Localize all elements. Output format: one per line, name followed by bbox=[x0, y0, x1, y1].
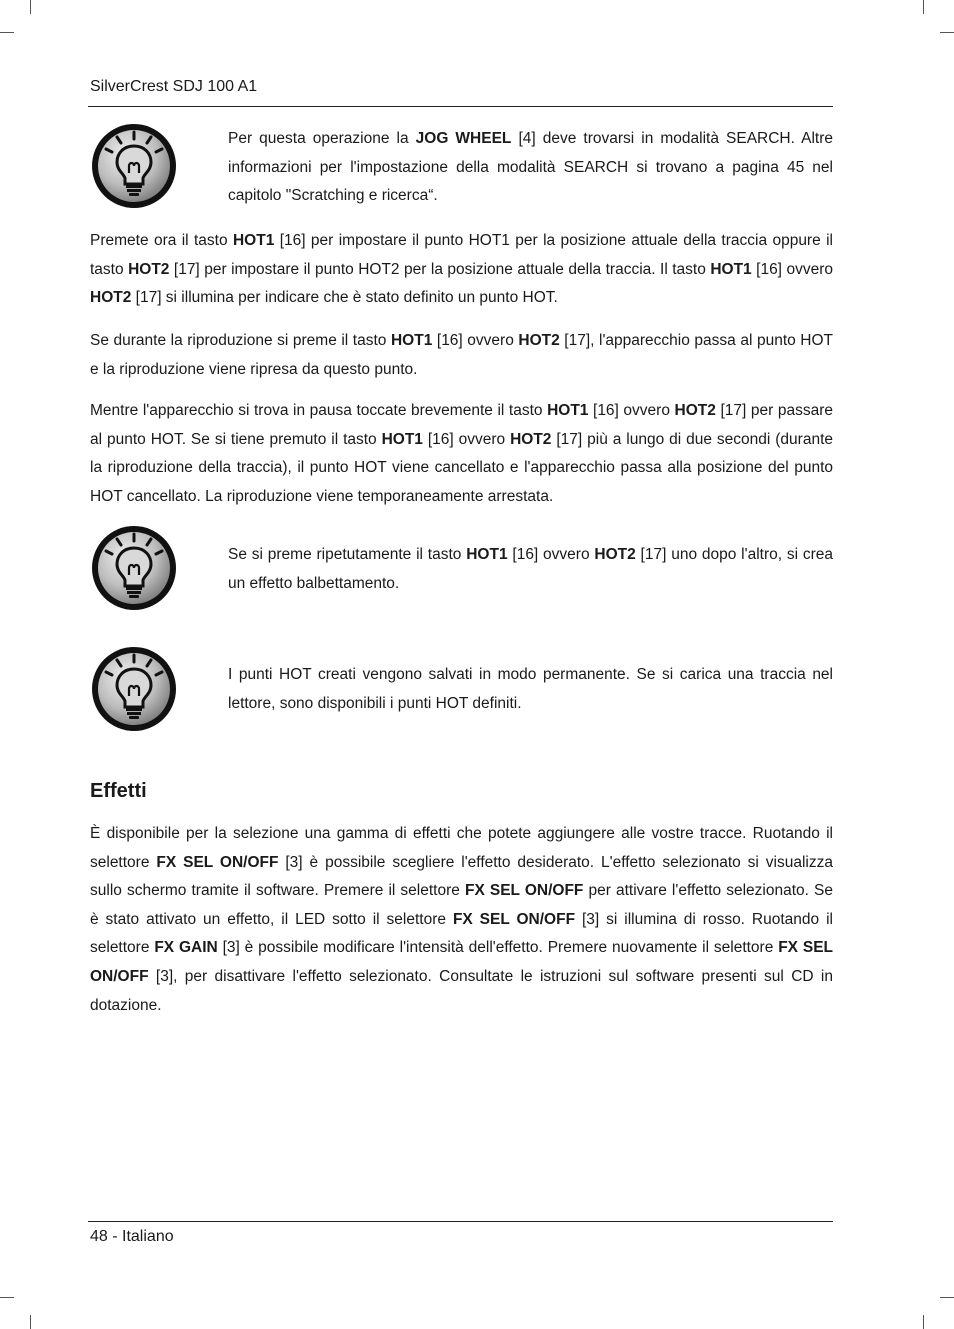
text-run: [17] per impostare il punto HOT2 per la posizione attuale della traccia. Il tasto bbox=[169, 260, 711, 278]
text-run: [16] ovvero bbox=[751, 260, 833, 278]
text-run: Per questa operazione la bbox=[228, 130, 416, 147]
bold-term: HOT2 bbox=[90, 289, 132, 307]
text-run: [17], l'apparecchio passa al punto HOT e la riproduzione viene ripresa da questo punto. bbox=[90, 332, 834, 378]
lightbulb-icon bbox=[90, 122, 178, 210]
paragraph-hot-set bbox=[90, 227, 833, 313]
section-heading: Effetti bbox=[90, 780, 147, 802]
text-run: [3] si illumina di rosso. Ruotando il selettore bbox=[90, 910, 833, 957]
text-run: [17] più a lungo di due secondi (durante la riproduzione della traccia), il punto HOT viene cancellato e l'apparecchio passa alla posizione del punto HOT cancellato. La riproduzione viene temporaneamente arrestata. bbox=[90, 430, 833, 505]
text-run: [16] ovvero bbox=[588, 402, 675, 419]
crop-mark bbox=[940, 1297, 954, 1298]
bold-term: HOT1 bbox=[466, 546, 508, 563]
text-run: [3], per disattivare l'effetto selezionato. Consultate le istruzioni sul software presenti sul CD in dotazione. bbox=[90, 967, 833, 1014]
bold-term: HOT2 bbox=[518, 332, 560, 349]
bold-term: HOT2 bbox=[594, 546, 636, 563]
bold-term: HOT1 bbox=[381, 430, 423, 448]
crop-mark bbox=[30, 1315, 31, 1329]
crop-mark bbox=[30, 0, 31, 14]
text-run: [3] è possibile modificare l'intensità dell'effetto. Premere nuovamente il selettore bbox=[217, 939, 779, 957]
text-run: [17] si illumina per indicare che è stato definito un punto HOT. bbox=[131, 289, 558, 307]
bold-term: FX SEL ON/OFF bbox=[90, 939, 834, 985]
page-footer: 48 - Italiano bbox=[90, 1228, 174, 1245]
bold-term: HOT2 bbox=[128, 260, 170, 278]
text-run: [3] è possibile scegliere l'effetto desiderato. L'effetto selezionato si visualizza sullo schermo tramite il software. Premere il selettore bbox=[90, 853, 833, 900]
text-run: Mentre l'apparecchio si trova in pausa toccate brevemente il tasto bbox=[90, 402, 548, 419]
bold-term: FX SEL ON/OFF bbox=[464, 882, 584, 900]
bold-term: JOG WHEEL bbox=[415, 130, 512, 147]
tip-text bbox=[228, 125, 833, 211]
bold-term: HOT2 bbox=[510, 430, 552, 448]
bold-term: HOT2 bbox=[674, 402, 716, 419]
tip-text bbox=[228, 661, 833, 718]
bold-term: HOT1 bbox=[710, 260, 752, 278]
text-run: [4] deve trovarsi in modalità SEARCH. Altre informazioni per l'impostazione della modalità SEARCH si trovano a pagina 45 nel capitolo "Scratching e ricerca“. bbox=[228, 130, 833, 205]
text-run: [16] ovvero bbox=[422, 430, 511, 448]
text-run: Se si preme ripetutamente il tasto bbox=[228, 546, 467, 563]
bold-term: FX GAIN bbox=[154, 939, 218, 957]
bold-term: FX SEL ON/OFF bbox=[156, 853, 279, 871]
crop-mark bbox=[0, 32, 14, 33]
text-run: Premete ora il tasto bbox=[90, 232, 233, 249]
crop-mark bbox=[923, 0, 924, 14]
crop-mark bbox=[923, 1315, 924, 1329]
text-run: per attivare l'effetto selezionato. Se è stato attivato un effetto, il LED sotto il selettore bbox=[90, 882, 833, 928]
paragraph-effects bbox=[90, 820, 833, 1020]
text-run: [16] ovvero bbox=[507, 546, 595, 563]
crop-mark bbox=[0, 1297, 14, 1298]
text-run: Se durante la riproduzione si preme il tasto bbox=[90, 332, 391, 349]
text-run: [17] per passare al punto HOT. Se si tiene premuto il tasto bbox=[90, 402, 834, 448]
bold-term: HOT1 bbox=[547, 402, 589, 419]
text-run: [16] ovvero bbox=[432, 332, 519, 349]
lightbulb-icon bbox=[90, 524, 178, 612]
tip-text bbox=[228, 541, 833, 598]
page-header: SilverCrest SDJ 100 A1 bbox=[90, 78, 258, 95]
text-run: [16] per impostare il punto HOT1 per la posizione attuale della traccia oppure il tasto bbox=[90, 232, 833, 278]
bold-term: HOT1 bbox=[390, 332, 433, 349]
bold-term: HOT1 bbox=[232, 232, 275, 249]
text-run: È disponibile per la selezione una gamma di effetti che potete aggiungere alle vostre tracce. Ruotando il selettore bbox=[90, 825, 833, 871]
header-rule bbox=[88, 106, 833, 107]
lightbulb-icon bbox=[90, 645, 178, 733]
paragraph-hot-pause bbox=[90, 397, 833, 511]
text-run: [17] uno dopo l'altro, si crea un effetto balbettamento. bbox=[228, 546, 834, 592]
paragraph-hot-playback bbox=[90, 327, 833, 384]
text-run: I punti HOT creati vengono salvati in modo permanente. Se si carica una traccia nel lettore, sono disponibili i punti HOT definiti. bbox=[228, 666, 833, 712]
crop-mark bbox=[940, 32, 954, 33]
bold-term: FX SEL ON/OFF bbox=[452, 910, 576, 928]
footer-rule bbox=[88, 1221, 833, 1222]
